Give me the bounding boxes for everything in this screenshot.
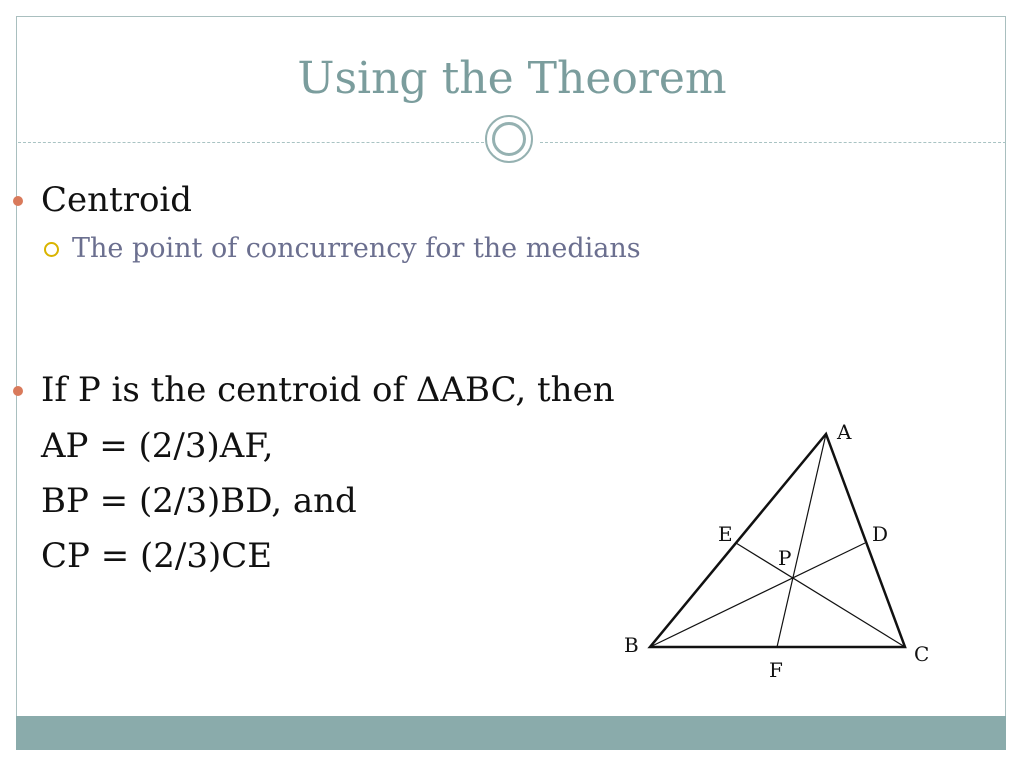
triangle-abc [650, 434, 905, 647]
sub-bullet-definition: The point of concurrency for the medians [72, 233, 641, 264]
title-divider-left [18, 142, 484, 143]
vertex-label-a: A [837, 420, 852, 444]
vertex-label-c: C [914, 642, 930, 666]
sub-bullet-icon [44, 242, 59, 257]
point-label-e: E [718, 522, 733, 546]
point-label-d: D [872, 522, 889, 546]
median-ce [736, 543, 905, 647]
equation-bp: BP = (2/3)BD, and [41, 481, 357, 521]
slide-title: Using the Theorem [297, 53, 727, 104]
bullet-icon [13, 196, 23, 206]
bullet-centroid-statement: If P is the centroid of ΔABC, then [41, 370, 615, 410]
median-bd [650, 543, 865, 647]
double-ring-ornament-icon [485, 115, 533, 163]
triangle-centroid-diagram [600, 400, 960, 700]
equation-ap: AP = (2/3)AF, [41, 426, 274, 466]
median-af [777, 434, 826, 647]
title-divider-right [540, 142, 1006, 143]
vertex-label-b: B [624, 633, 639, 657]
equation-cp: CP = (2/3)CE [41, 536, 273, 576]
bullet-icon [13, 386, 23, 396]
point-label-p: P [778, 546, 792, 570]
point-label-f: F [769, 658, 783, 682]
bullet-centroid: Centroid [41, 180, 193, 220]
footer-bar [16, 716, 1006, 750]
